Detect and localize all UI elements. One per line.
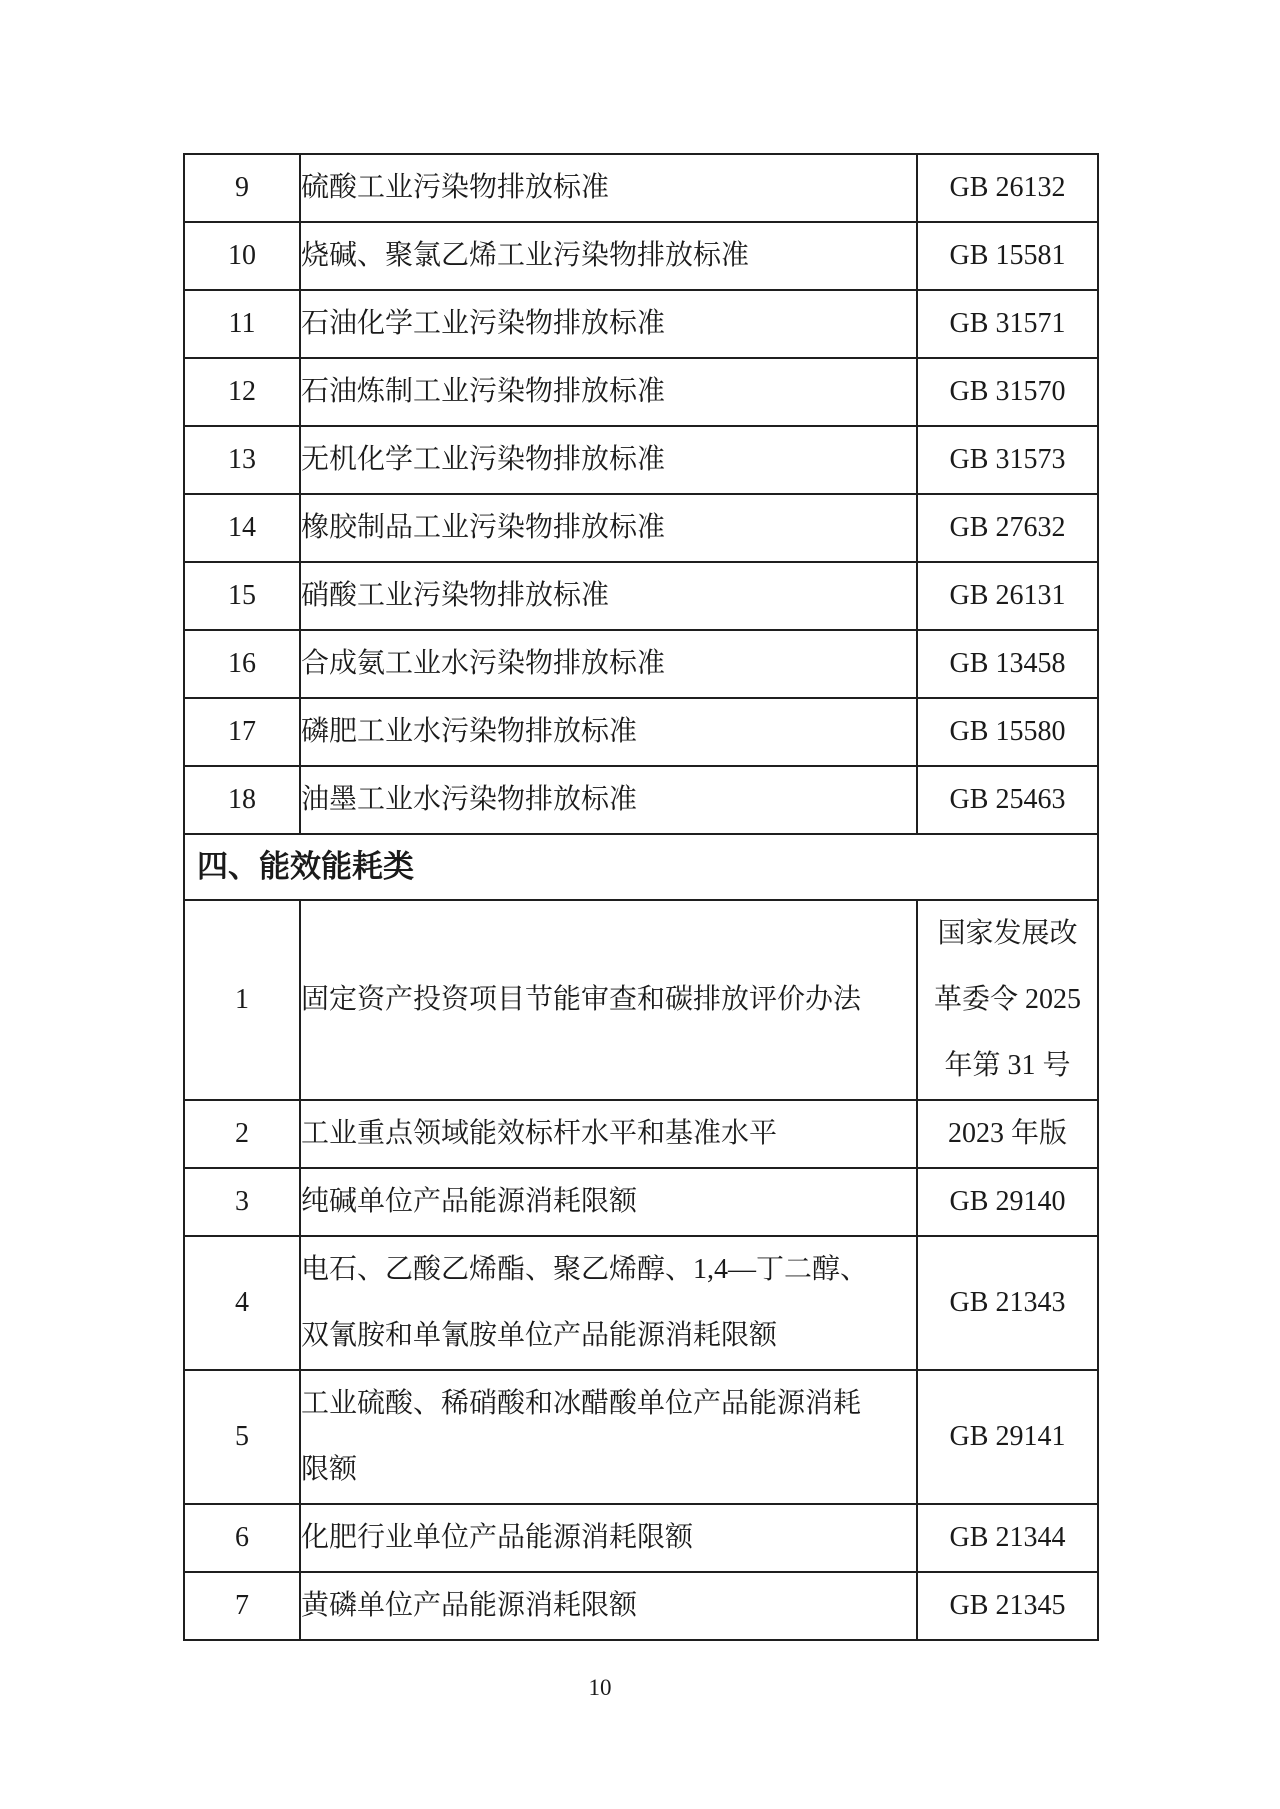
row-number-cell: 14 [184, 494, 300, 562]
standard-name-cell: 工业重点领域能效标杆水平和基准水平 [300, 1100, 917, 1168]
standard-name-cell: 电石、乙酸乙烯酯、聚乙烯醇、1,4—丁二醇、 双氰胺和单氰胺单位产品能源消耗限额 [300, 1236, 917, 1370]
standard-code-cell: GB 31573 [917, 426, 1098, 494]
section-header-row [184, 834, 1098, 900]
table-row [184, 290, 1098, 358]
row-number-cell: 16 [184, 630, 300, 698]
table-row [184, 154, 1098, 222]
standard-name-cell: 硫酸工业污染物排放标准 [300, 154, 917, 222]
row-number-cell: 7 [184, 1572, 300, 1640]
row-number-cell: 5 [184, 1370, 300, 1504]
table-row [184, 766, 1098, 834]
standard-code-cell: 国家发展改 革委令 2025 年第 31 号 [917, 900, 1098, 1100]
standard-name-cell: 橡胶制品工业污染物排放标准 [300, 494, 917, 562]
page-number: 10 [588, 1675, 612, 1700]
standard-code-cell: GB 21345 [917, 1572, 1098, 1640]
standard-code-cell: GB 15580 [917, 698, 1098, 766]
table-row [184, 698, 1098, 766]
standard-code-cell: GB 15581 [917, 222, 1098, 290]
standard-name-cell: 纯碱单位产品能源消耗限额 [300, 1168, 917, 1236]
row-number-cell: 10 [184, 222, 300, 290]
standard-name-cell: 石油炼制工业污染物排放标准 [300, 358, 917, 426]
row-number-cell: 12 [184, 358, 300, 426]
standard-name-cell: 石油化学工业污染物排放标准 [300, 290, 917, 358]
standard-code-cell: GB 21344 [917, 1504, 1098, 1572]
standard-code-cell: GB 21343 [917, 1236, 1098, 1370]
row-number-cell: 6 [184, 1504, 300, 1572]
row-number-cell: 17 [184, 698, 300, 766]
standard-code-cell: GB 26132 [917, 154, 1098, 222]
standard-name-cell: 硝酸工业污染物排放标准 [300, 562, 917, 630]
standard-code-cell: GB 29140 [917, 1168, 1098, 1236]
row-number-cell: 15 [184, 562, 300, 630]
row-number-cell: 18 [184, 766, 300, 834]
table-row [184, 630, 1098, 698]
row-number-cell: 3 [184, 1168, 300, 1236]
table-row [184, 562, 1098, 630]
standard-code-cell: GB 31570 [917, 358, 1098, 426]
standard-name-cell: 工业硫酸、稀硝酸和冰醋酸单位产品能源消耗 限额 [300, 1370, 917, 1504]
table-row [184, 1504, 1098, 1572]
standard-code-cell: GB 26131 [917, 562, 1098, 630]
table-row [184, 900, 1098, 1100]
section-header-label: 四、能效能耗类 [184, 834, 1098, 900]
standard-code-cell: GB 13458 [917, 630, 1098, 698]
standard-code-cell: GB 31571 [917, 290, 1098, 358]
standard-code-cell: 2023 年版 [917, 1100, 1098, 1168]
table-row [184, 358, 1098, 426]
standard-name-cell: 黄磷单位产品能源消耗限额 [300, 1572, 917, 1640]
table-row [184, 1370, 1098, 1504]
row-number-cell: 11 [184, 290, 300, 358]
row-number-cell: 1 [184, 900, 300, 1100]
standard-name-cell: 无机化学工业污染物排放标准 [300, 426, 917, 494]
table-row [184, 426, 1098, 494]
table-row [184, 494, 1098, 562]
standard-name-cell: 化肥行业单位产品能源消耗限额 [300, 1504, 917, 1572]
standard-name-cell: 合成氨工业水污染物排放标准 [300, 630, 917, 698]
table-row [184, 222, 1098, 290]
standards-table-body [184, 154, 1098, 1640]
standard-name-cell: 油墨工业水污染物排放标准 [300, 766, 917, 834]
row-number-cell: 4 [184, 1236, 300, 1370]
table-row [184, 1236, 1098, 1370]
table-row [184, 1100, 1098, 1168]
standards-table [183, 153, 1099, 1641]
standard-name-cell: 固定资产投资项目节能审查和碳排放评价办法 [300, 900, 917, 1100]
row-number-cell: 9 [184, 154, 300, 222]
standard-name-cell: 烧碱、聚氯乙烯工业污染物排放标准 [300, 222, 917, 290]
standard-code-cell: GB 27632 [917, 494, 1098, 562]
table-row [184, 1168, 1098, 1236]
standard-code-cell: GB 29141 [917, 1370, 1098, 1504]
standard-name-cell: 磷肥工业水污染物排放标准 [300, 698, 917, 766]
table-row [184, 1572, 1098, 1640]
standard-code-cell: GB 25463 [917, 766, 1098, 834]
row-number-cell: 13 [184, 426, 300, 494]
row-number-cell: 2 [184, 1100, 300, 1168]
